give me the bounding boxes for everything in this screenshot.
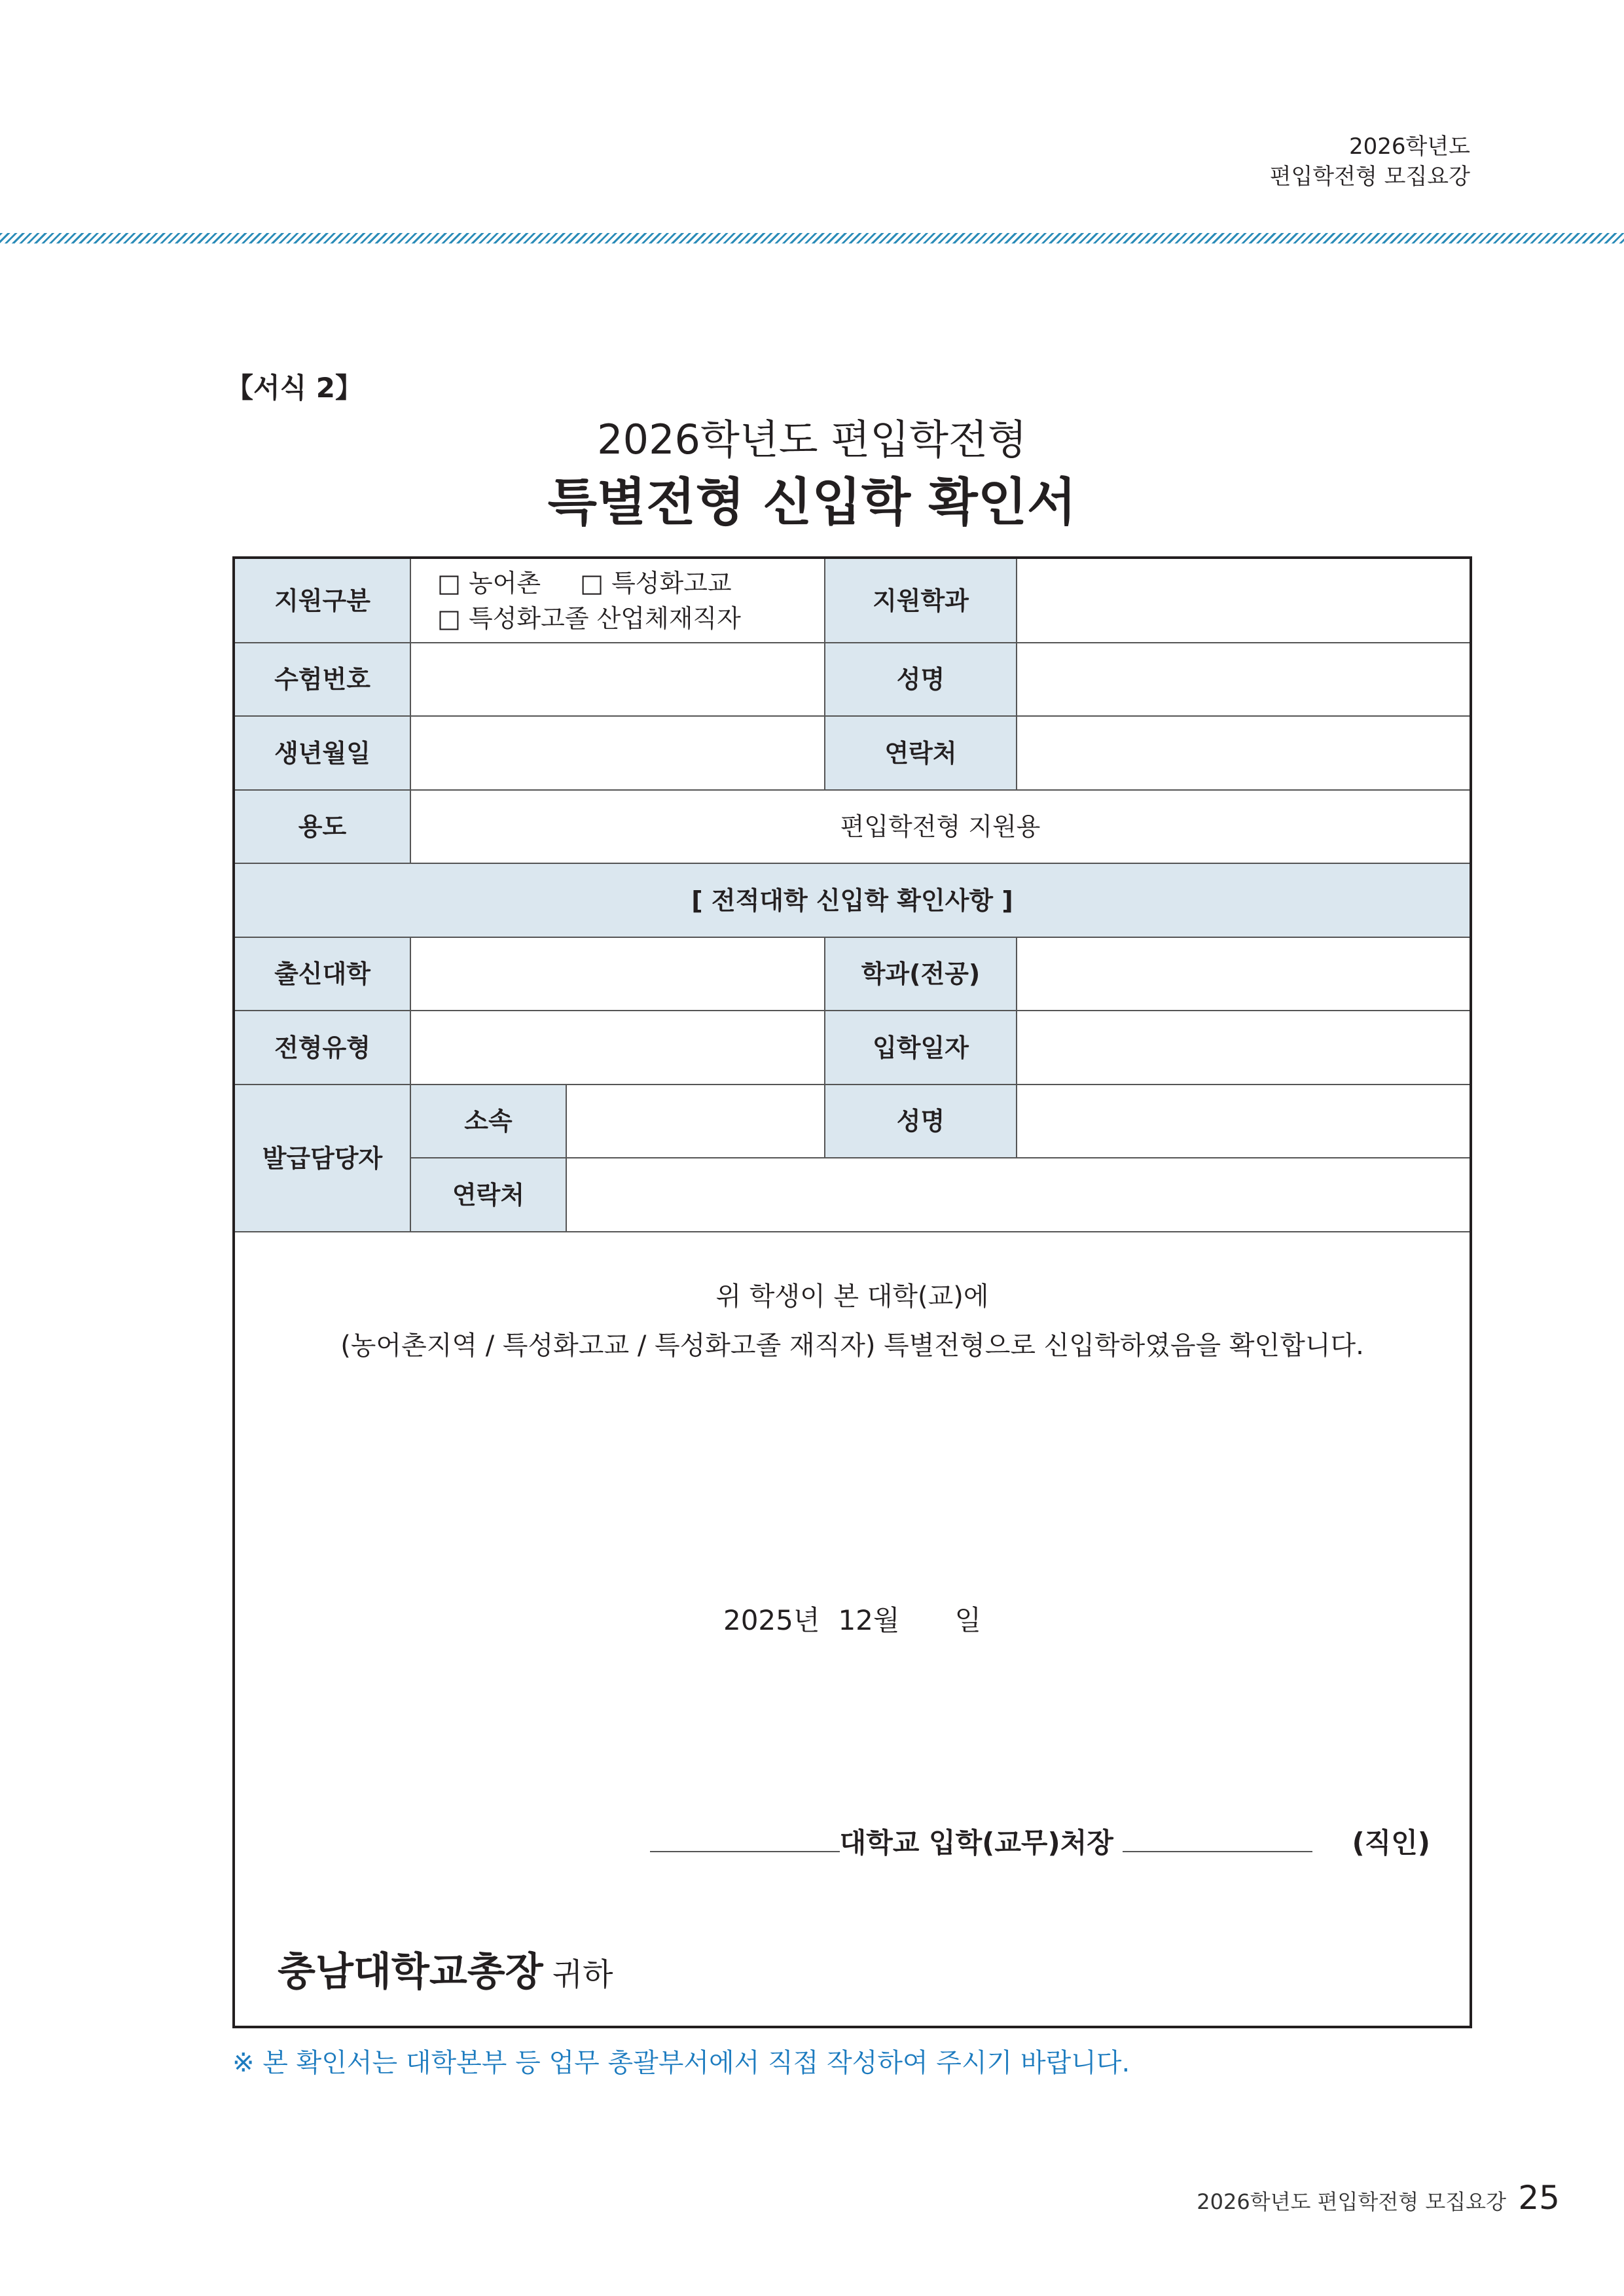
contact-label: 연락처 — [825, 716, 1017, 790]
exam-number-label: 수험번호 — [234, 643, 410, 716]
prior-univ-section-header: [ 전적대학 신입학 확인사항 ] — [234, 863, 1471, 937]
issue-date-day[interactable]: 일 — [954, 1604, 982, 1636]
issuer-name-field[interactable] — [1017, 1085, 1471, 1158]
issue-date-month: 12월 — [838, 1604, 900, 1636]
birth-date-field[interactable] — [410, 716, 825, 790]
row-birth-date — [234, 716, 1471, 790]
purpose-label: 용도 — [234, 790, 410, 863]
addressee — [278, 1946, 613, 2001]
university-name-blank[interactable] — [650, 1825, 840, 1852]
confirmation-form-table — [232, 556, 1472, 2028]
issuer-name-label: 성명 — [825, 1085, 1017, 1158]
footer-title: 2026학년도 편입학전형 모집요강 — [1197, 2189, 1506, 2214]
birth-date-label: 생년월일 — [234, 716, 410, 790]
statement-line1: 위 학생이 본 대학(교)에 — [715, 1282, 989, 1312]
row-purpose — [234, 790, 1471, 863]
option-employed-graduate-checkbox[interactable]: □ 특성화고졸 산업체재직자 — [437, 603, 741, 633]
issuer-contact-field[interactable] — [566, 1158, 1471, 1232]
issue-date — [235, 1602, 1470, 1639]
admission-date-field[interactable] — [1017, 1011, 1471, 1085]
statement-box — [234, 1232, 1471, 2027]
purpose-value: 편입학전형 지원용 — [410, 790, 1471, 863]
row-exam-number — [234, 643, 1471, 716]
document-title-line2: 특별전형 신입학 확인서 — [547, 473, 1077, 532]
row-section-header — [234, 863, 1471, 937]
issuer-contact-label: 연락처 — [410, 1158, 566, 1232]
admission-type-field[interactable] — [410, 1011, 825, 1085]
signer-title: 대학교 입학(교무)처장 — [839, 1827, 1113, 1859]
document-title-line1: 2026학년도 편입학전형 — [597, 416, 1027, 463]
row-apply-type — [234, 558, 1471, 643]
dept-label: 지원학과 — [825, 558, 1017, 643]
row-issuer-contact — [234, 1158, 1471, 1232]
major-field[interactable] — [1017, 937, 1471, 1011]
statement-line2: (농어촌지역 / 특성화고교 / 특성화고졸 재직자) 특별전형으로 신입학하였음을 확인합니다. — [340, 1331, 1364, 1361]
header-subtitle: 편입학전형 모집요강 — [1269, 164, 1470, 190]
page-number: 25 — [1518, 2179, 1560, 2217]
official-seal-label: (직인) — [1352, 1827, 1431, 1859]
issuer-label: 발급담당자 — [234, 1085, 410, 1232]
exam-number-field[interactable] — [410, 643, 825, 716]
addressee-suffix: 귀하 — [552, 1956, 613, 1993]
form-number-label: 【서식 2】 — [226, 372, 363, 404]
dept-field[interactable] — [1017, 558, 1471, 643]
signer-name-blank[interactable] — [1123, 1825, 1312, 1852]
admission-type-label: 전형유형 — [234, 1011, 410, 1085]
name-field[interactable] — [1017, 643, 1471, 716]
affiliation-label: 소속 — [410, 1085, 566, 1158]
option-rural-checkbox[interactable]: □ 농어촌 — [437, 568, 541, 598]
header-divider — [0, 233, 1624, 243]
signature-row — [650, 1825, 1430, 1861]
affiliation-field[interactable] — [566, 1085, 825, 1158]
name-label: 성명 — [825, 643, 1017, 716]
addressee-name: 충남대학교총장 — [278, 1949, 543, 1995]
apply-type-options[interactable] — [410, 558, 825, 643]
row-issuer-affiliation — [234, 1085, 1471, 1158]
major-label: 학과(전공) — [825, 937, 1017, 1011]
contact-field[interactable] — [1017, 716, 1471, 790]
admission-date-label: 입학일자 — [825, 1011, 1017, 1085]
row-statement — [234, 1232, 1471, 2027]
row-origin-univ — [234, 937, 1471, 1011]
origin-univ-field[interactable] — [410, 937, 825, 1011]
header-year: 2026학년도 — [1348, 134, 1470, 160]
origin-univ-label: 출신대학 — [234, 937, 410, 1011]
instruction-note: ※ 본 확인서는 대학본부 등 업무 총괄부서에서 직접 작성하여 주시기 바랍니다. — [232, 2048, 1130, 2078]
issue-date-year: 2025년 — [723, 1604, 820, 1636]
option-specialized-hs-checkbox[interactable]: □ 특성화고교 — [580, 568, 732, 598]
row-admission-type — [234, 1011, 1471, 1085]
apply-type-label: 지원구분 — [234, 558, 410, 643]
